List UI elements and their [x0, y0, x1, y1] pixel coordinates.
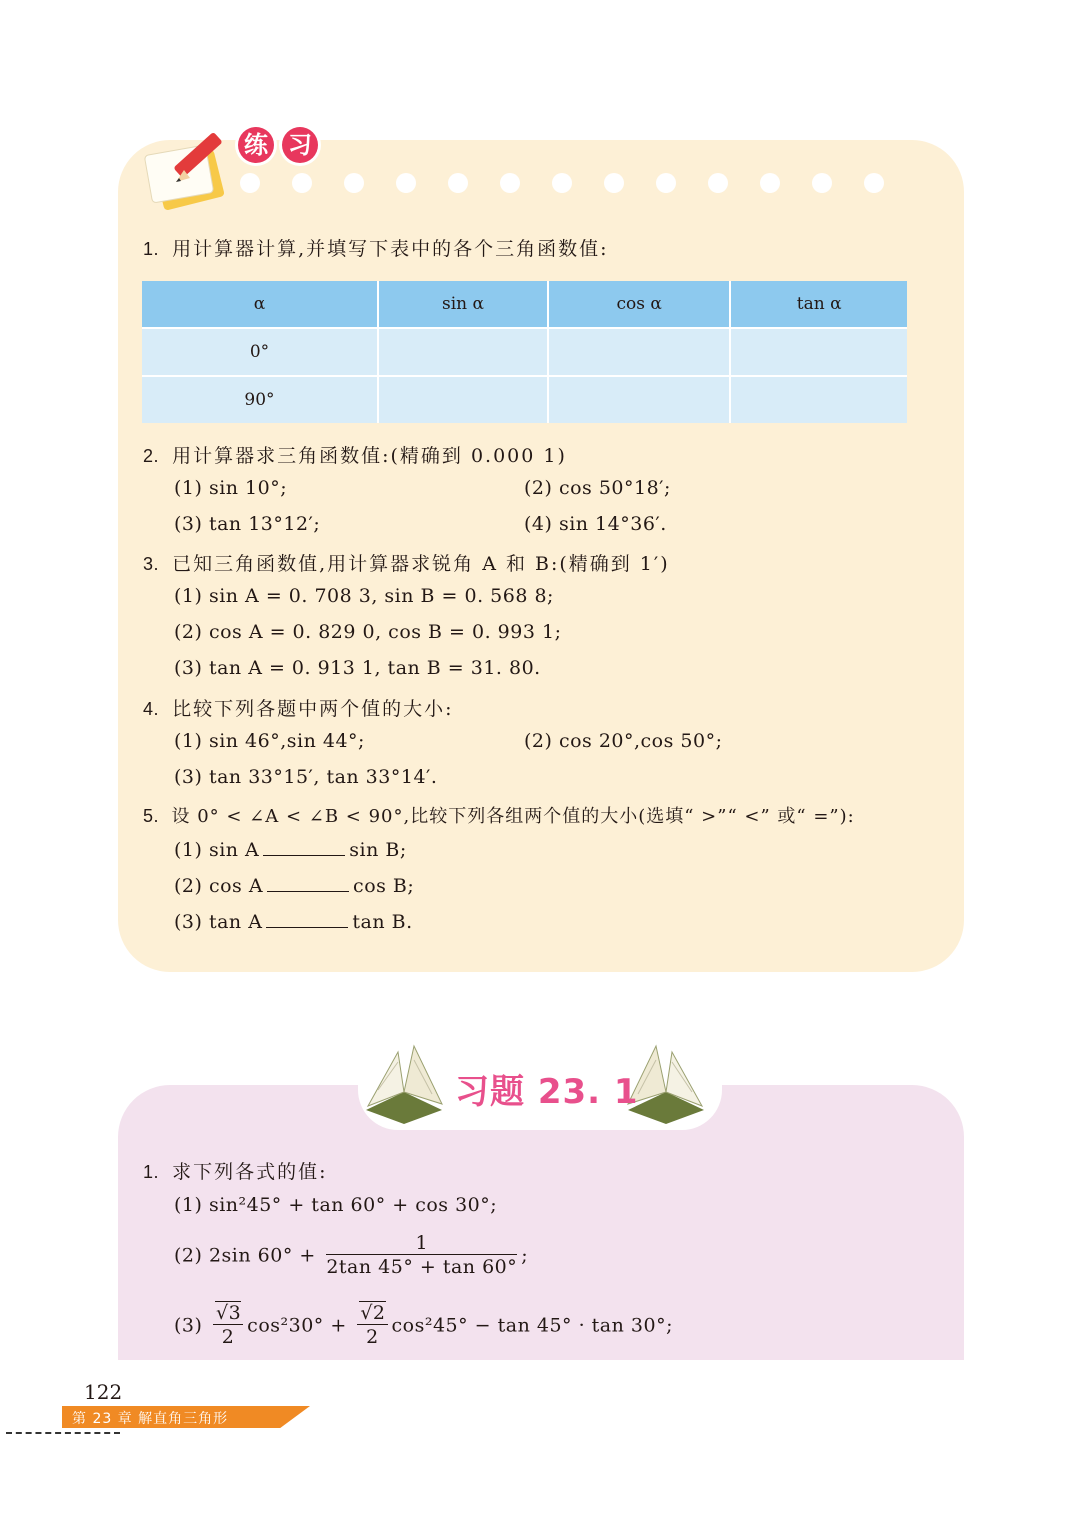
exercise-title: 习题 23. 1 [455, 1072, 639, 1112]
practice-badge-char-1: 练 [238, 127, 274, 163]
practice-q5-item: (3) tan A tan B. [174, 911, 413, 933]
practice-badge-char-2: 习 [282, 127, 318, 163]
table-header: sin α [378, 281, 548, 328]
exercise-q1: 1. 求下列各式的值: [143, 1161, 328, 1183]
exercise-q1-item: (1) sin²45° + tan 60° + cos 30°; [174, 1194, 498, 1216]
practice-q5-item: (2) cos A cos B; [174, 875, 415, 897]
table-cell [730, 376, 907, 423]
table-cell: 0° [142, 328, 378, 376]
practice-q4-item: (1) sin 46°,sin 44°; [174, 730, 365, 752]
practice-q4-item: (3) tan 33°15′, tan 33°14′. [174, 766, 438, 788]
practice-q5-item: (1) sin A sin B; [174, 839, 407, 861]
practice-q2-item: (2) cos 50°18′; [524, 477, 671, 499]
practice-q4: 4. 比较下列各题中两个值的大小: [143, 698, 454, 720]
page-number: 122 [84, 1380, 123, 1404]
table-cell [378, 376, 548, 423]
fraction: $\frac{√3}{2}$ [213, 1302, 243, 1349]
dashed-divider [6, 1432, 120, 1434]
practice-q2: 2. 用计算器求三角函数值:(精确到 0.000 1) [143, 445, 567, 467]
practice-q2-item: (4) sin 14°36′. [524, 513, 667, 535]
chapter-label: 第 23 章 解直角三角形 [72, 1411, 229, 1427]
fraction: $\frac{1}{2\tan 45^\circ + \tan 60^\circ}$ [326, 1232, 518, 1278]
practice-q4-item: (2) cos 20°,cos 50°; [524, 730, 723, 752]
pencil-paper-icon [136, 120, 246, 212]
table-row [142, 376, 907, 423]
open-book-icon [358, 1032, 450, 1124]
practice-q3-item: (2) cos A = 0. 829 0, cos B = 0. 993 1; [174, 621, 562, 643]
table-row [142, 328, 907, 376]
practice-q2-item: (1) sin 10°; [174, 477, 288, 499]
table-cell: 90° [142, 376, 378, 423]
exercise-q1-item: (2) 2sin 60° + $\frac{1}{2\tan 45^\circ + \tan 60^\circ}$ ; [174, 1232, 529, 1278]
practice-q1: 1. 用计算器计算,并填写下表中的各个三角函数值: [143, 238, 609, 260]
answer-blank[interactable] [267, 875, 349, 892]
table-header: tan α [730, 281, 907, 328]
table-cell [548, 328, 730, 376]
table-cell [730, 328, 907, 376]
table-cell [378, 328, 548, 376]
exercise-q1-item: (3) $\frac{√3}{2}$ cos²30° + $\frac{√2}{2}$ cos²45° − tan 45° · tan 30°; [174, 1302, 673, 1348]
decorative-dots [240, 173, 900, 195]
practice-q3: 3. 已知三角函数值,用计算器求锐角 A 和 B:(精确到 1′) [143, 553, 670, 575]
practice-q3-item: (3) tan A = 0. 913 1, tan B = 31. 80. [174, 657, 541, 679]
practice-q5: 5. 设 0° < ∠A < ∠B < 90°,比较下列各组两个值的大小(选填“ >”“ <” 或“ =”): [143, 806, 855, 827]
answer-blank[interactable] [263, 839, 345, 856]
table-header: α [142, 281, 378, 328]
answer-blank[interactable] [266, 911, 348, 928]
practice-q3-item: (1) sin A = 0. 708 3, sin B = 0. 568 8; [174, 585, 554, 607]
fraction: $\frac{√2}{2}$ [357, 1302, 387, 1349]
table-cell [548, 376, 730, 423]
practice-q2-item: (3) tan 13°12′; [174, 513, 321, 535]
table-header: cos α [548, 281, 730, 328]
trig-table [142, 281, 907, 423]
